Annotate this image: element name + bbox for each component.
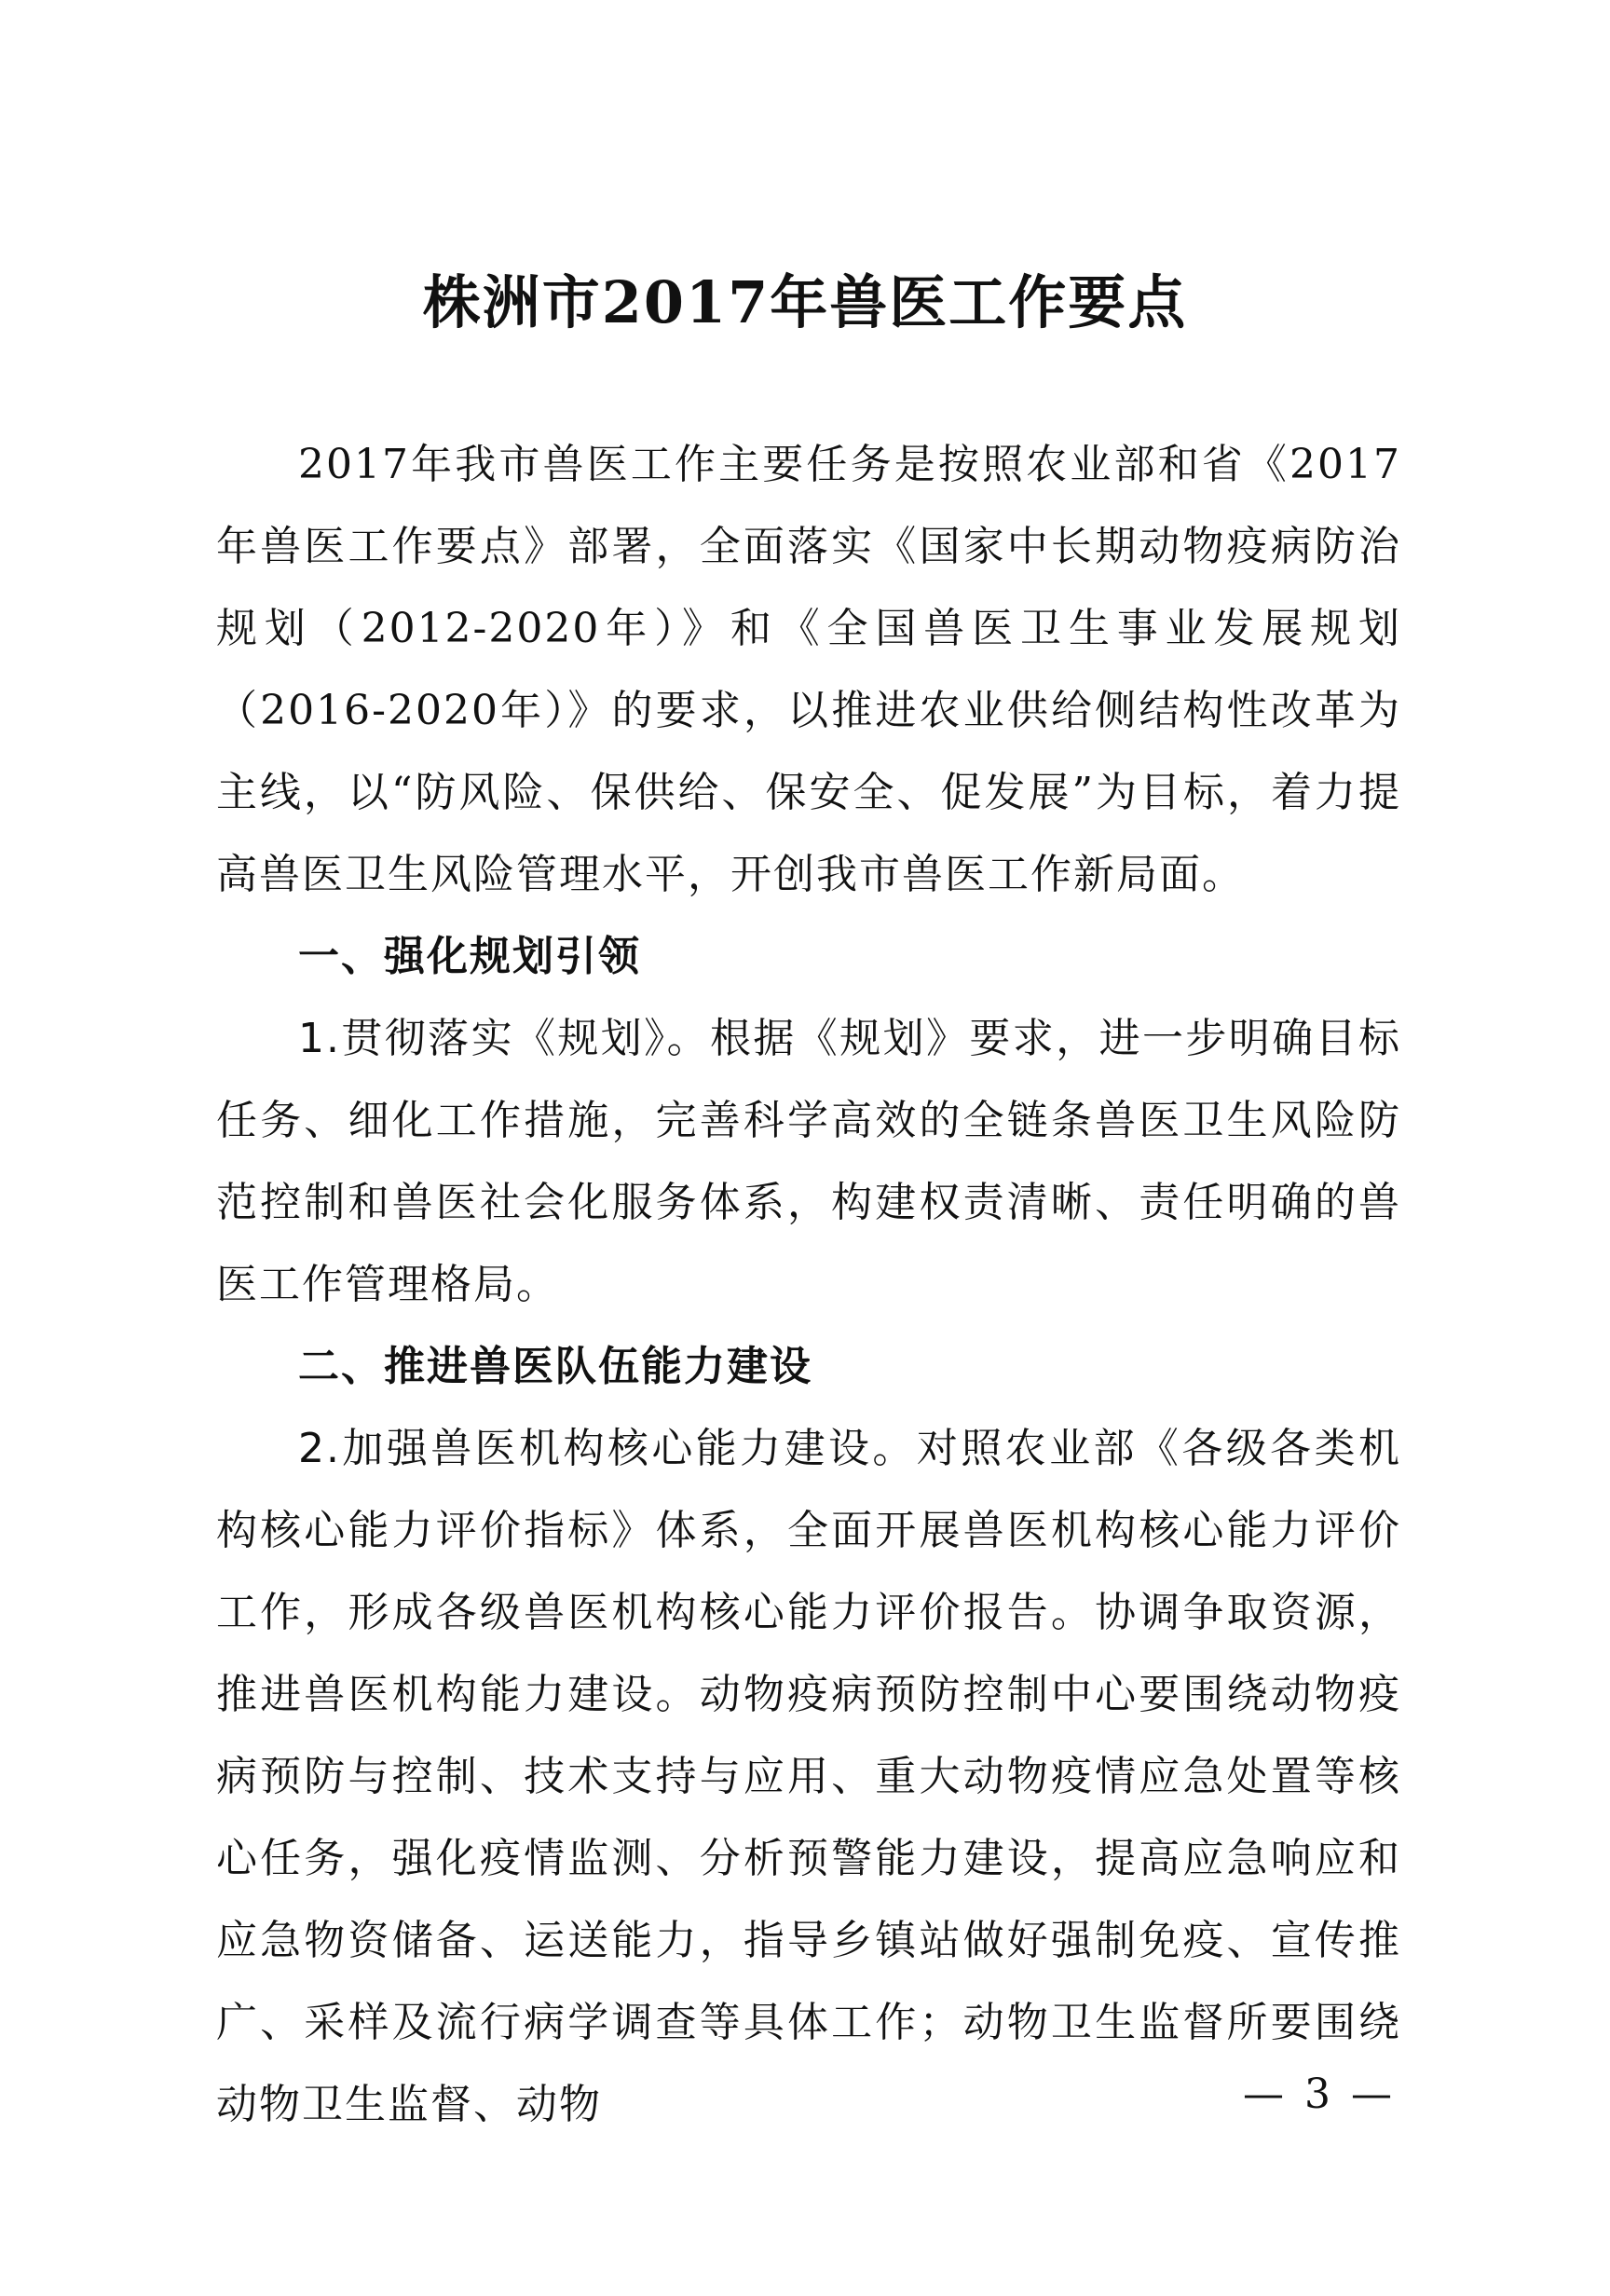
section-heading-2: 二、推进兽医队伍能力建设 [298,1343,812,1390]
item-2-paragraph [216,1408,1401,2146]
document-title: 株洲市2017年兽医工作要点 [422,268,1188,336]
item-1-text: 根据《规划》要求，进一步明确目标任务、细化工作措施，完善科学高效的全链条兽医卫生风险防范控制和兽医社会化服务体系，构建权责清晰、责任明确的兽医工作管理格局。 [216,1015,1402,1308]
intro-paragraph: 2017年我市兽医工作主要任务是按照农业部和省《2017年兽医工作要点》部署，全面落实《国家中长期动物疫病防治规划（2012-2020年）》和《全国兽医卫生事业发展规划（2016-2020年）》的要求，以推进农业供给侧结构性改革为主线，以“防风险、保供给、保安全、促发展”为目标，着力提高兽医卫生风险管理水平，开创我市兽医工作新局面。 [216,441,1401,898]
item-1-lead: 1.贯彻落实《规划》。 [298,1015,710,1062]
document-body [216,424,1401,2146]
item-1-paragraph [216,998,1401,1326]
item-2-lead: 2.加强兽医机构核心能力建设。 [298,1425,917,1472]
item-2-text: 对照农业部《各级各类机构核心能力评价指标》体系，全面开展兽医机构核心能力评价工作，形成各级兽医机构核心能力评价报告。协调争取资源，推进兽医机构能力建设。动物疫病预防控制中心要围绕动物疫病预防与控制、技术支持与应用、重大动物疫情应急处置等核心任务，强化疫情监测、分析预警能力建设，提高应急响应和应急物资储备、运送能力，指导乡镇站做好强制免疫、宣传推广、采样及流行病学调查等具体工作；动物卫生监督所要围绕动物卫生监督、动物 [216,1425,1402,2128]
section-heading-1: 一、强化规划引领 [298,933,641,980]
page-number: — 3 — [1243,2070,1396,2118]
